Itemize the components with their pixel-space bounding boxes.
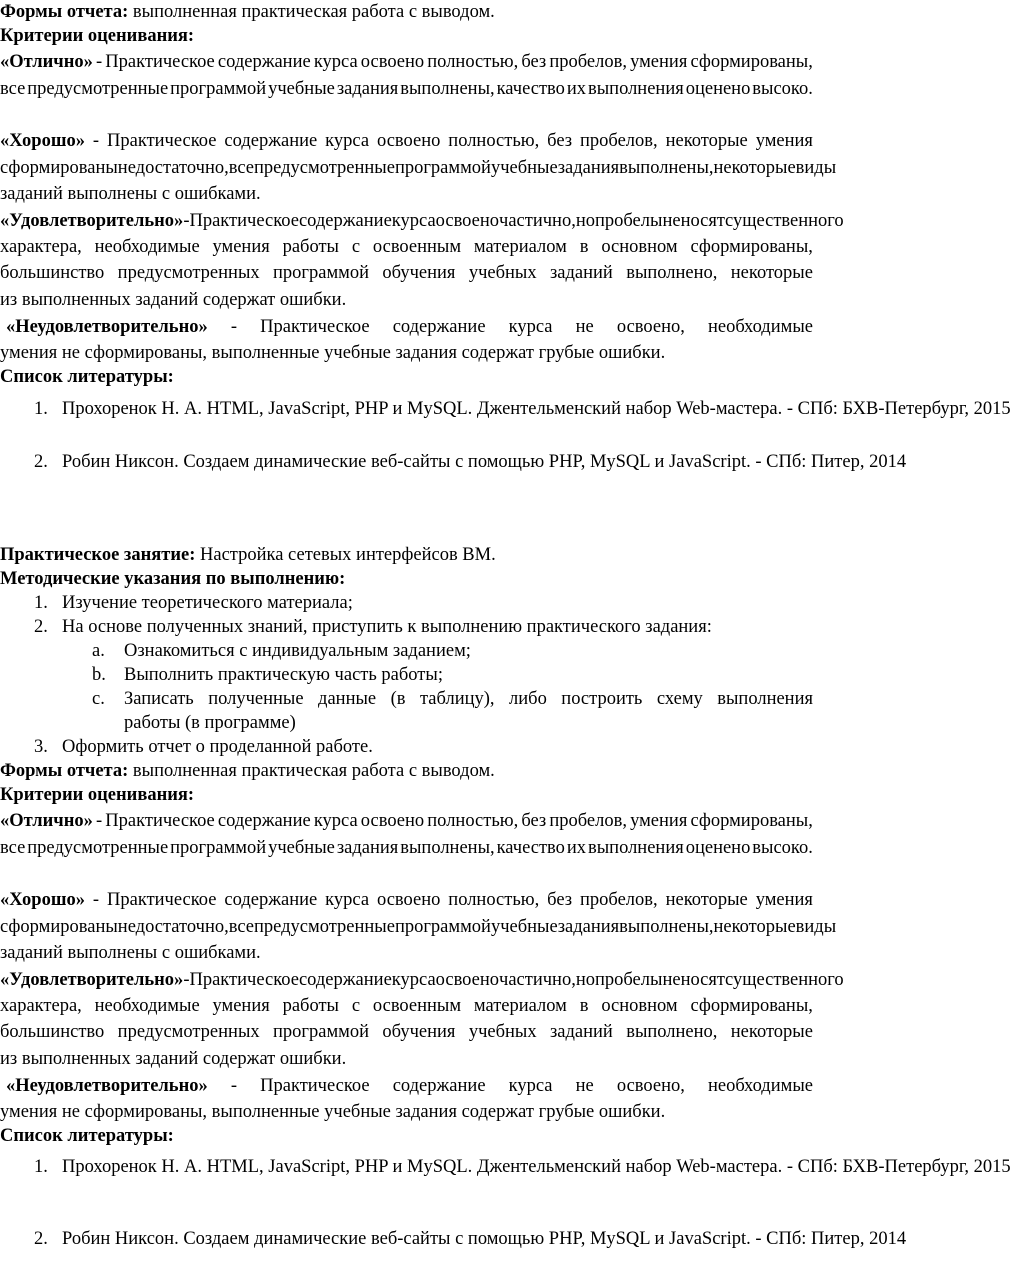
b2-satisfactory-word: содержат bbox=[198, 1049, 276, 1069]
b2-literature-item-number: 1. bbox=[34, 1157, 48, 1177]
b2-forms-text: выполненная практическая работа с выводом. bbox=[128, 761, 495, 781]
b1-good-line bbox=[0, 129, 813, 153]
b2-literature-heading bbox=[0, 1124, 174, 1148]
b2-unsatisfactory-word: содержат bbox=[456, 1102, 534, 1122]
b2-excellent-word: оценено bbox=[685, 838, 751, 858]
b2-good-word: с bbox=[157, 943, 171, 963]
b1-satisfactory-word: выполненных bbox=[17, 290, 131, 310]
b1-excellent-word: - bbox=[96, 52, 103, 72]
b1-good-line bbox=[0, 156, 837, 180]
b2-excellent-word: выполнены, bbox=[400, 838, 495, 858]
b1-satisfactory-word: работы bbox=[282, 237, 339, 257]
b2-satisfactory-word: носят bbox=[680, 970, 725, 990]
b1-unsatisfactory-word: содержание bbox=[392, 317, 486, 337]
b1-satisfactory-label: «Удовлетворительно» bbox=[0, 211, 184, 231]
b2-good-word: полностью, bbox=[448, 890, 540, 910]
b2-satisfactory-word: заданий bbox=[549, 1022, 613, 1042]
b2-good-word: предусмотренные bbox=[254, 917, 395, 937]
b2-satisfactory-word: пробелы bbox=[594, 970, 663, 990]
b1-good-word: Практическое bbox=[107, 131, 217, 151]
b1-criteria-heading-label: Критерии оценивания: bbox=[0, 26, 195, 46]
b2-satisfactory-word: из bbox=[0, 1049, 18, 1069]
b1-excellent-word: содержание bbox=[217, 52, 311, 72]
b2-satisfactory-word: некоторые bbox=[730, 1022, 813, 1042]
b1-satisfactory-word: необходимые bbox=[94, 237, 200, 257]
b2-forms bbox=[0, 759, 495, 783]
b1-literature-item-text: Робин Никсон. Создаем динамические веб-сайты с помощью PHP, MySQL и JavaScript. - СПб: Питер, 2014 bbox=[62, 452, 907, 472]
b1-satisfactory-word: основном bbox=[601, 237, 678, 257]
b1-literature-heading bbox=[0, 365, 174, 389]
b1-excellent-word: задания bbox=[336, 79, 399, 99]
b1-satisfactory-word: заданий bbox=[549, 263, 613, 283]
b1-satisfactory-word: обучения bbox=[382, 263, 456, 283]
b1-satisfactory-word: выполнено, bbox=[626, 263, 718, 283]
b1-good-word: недостаточно, bbox=[117, 158, 229, 178]
b2-excellent-word: пробелов, bbox=[549, 811, 627, 831]
b1-good-word: курса bbox=[325, 131, 370, 151]
b2-criteria-heading-label: Критерии оценивания: bbox=[0, 785, 195, 805]
step-item-number: 3. bbox=[34, 737, 48, 757]
b2-good-word: некоторые bbox=[665, 890, 748, 910]
b1-excellent-word: курса bbox=[313, 52, 358, 72]
b1-satisfactory-word: предусмотренных bbox=[117, 263, 260, 283]
b1-satisfactory-line bbox=[0, 261, 813, 285]
b1-literature-item-number: 1. bbox=[34, 399, 48, 419]
b2-excellent-word: умения bbox=[630, 811, 688, 831]
b2-excellent-line bbox=[0, 836, 813, 860]
b2-satisfactory-line bbox=[0, 994, 813, 1018]
b1-excellent-word: предусмотренные bbox=[27, 79, 169, 99]
b2-unsatisfactory-word: освоено, bbox=[616, 1076, 685, 1096]
b1-excellent-label: «Отлично» bbox=[0, 52, 93, 72]
b2-excellent-word: сформированы, bbox=[690, 811, 813, 831]
substep-item-number: a. bbox=[92, 641, 105, 661]
b1-unsatisfactory-word: освоено, bbox=[616, 317, 685, 337]
b1-good-word: - bbox=[92, 131, 100, 151]
b2-satisfactory-word: материалом bbox=[473, 996, 567, 1016]
b2-unsatisfactory-word: сформированы, bbox=[79, 1102, 208, 1122]
b1-literature-item-text: Прохоренок Н. А. HTML, JavaScript, PHP и MySQL. Джентельменский набор Web-мастера. - СПб: БХВ-Петербург, 2015 bbox=[62, 399, 1011, 419]
b1-unsatisfactory-line bbox=[0, 341, 665, 365]
b2-satisfactory-word: учебных bbox=[468, 1022, 537, 1042]
step-item-text: Оформить отчет о проделанной работе. bbox=[62, 737, 373, 757]
b1-good-word: виды bbox=[795, 158, 837, 178]
b2-satisfactory-word: освоенным bbox=[372, 996, 462, 1016]
b2-good-word: все bbox=[228, 917, 255, 937]
b1-good-word: все bbox=[228, 158, 255, 178]
b2-good-word: Практическое bbox=[107, 890, 217, 910]
b1-satisfactory-word: частично, bbox=[499, 211, 576, 231]
b2-unsatisfactory-word: курса bbox=[508, 1076, 553, 1096]
b2-excellent-word: учебные bbox=[268, 838, 335, 858]
b2-good-word: курса bbox=[325, 890, 370, 910]
b1-unsatisfactory-word: необходимые bbox=[707, 317, 813, 337]
b2-good-word: выполнены bbox=[62, 943, 158, 963]
b2-good-label: «Хорошо» bbox=[0, 890, 85, 910]
b2-unsatisfactory-word: учебные bbox=[319, 1102, 391, 1122]
b1-unsatisfactory-word: умения bbox=[0, 343, 58, 363]
b1-satisfactory-line bbox=[0, 235, 813, 259]
b2-good-word: освоено bbox=[376, 890, 441, 910]
b1-unsatisfactory-word: не bbox=[575, 317, 594, 337]
b1-unsatisfactory-word: сформированы, bbox=[79, 343, 208, 363]
b1-excellent-word: оценено bbox=[685, 79, 751, 99]
b1-good-word: сформированы bbox=[0, 158, 118, 178]
b2-satisfactory-word: освоено bbox=[435, 970, 500, 990]
b1-good-word: пробелов, bbox=[580, 131, 658, 151]
b1-satisfactory-word: освоенным bbox=[372, 237, 462, 257]
b2-satisfactory-word: необходимые bbox=[94, 996, 200, 1016]
b1-excellent-word: программой bbox=[170, 79, 267, 99]
b1-criteria-heading bbox=[0, 24, 194, 48]
b2-good-word: учебные bbox=[490, 917, 558, 937]
b1-excellent-word: полностью, bbox=[427, 52, 519, 72]
b2-satisfactory-line bbox=[0, 1020, 813, 1044]
b2-satisfactory-word: характера, bbox=[0, 996, 82, 1016]
b2-satisfactory-word: заданий bbox=[130, 1049, 199, 1069]
b1-literature-heading-label: Список литературы: bbox=[0, 367, 174, 387]
b2-excellent-word: полностью, bbox=[427, 811, 519, 831]
b2-satisfactory-word: не bbox=[662, 970, 681, 990]
b2-good-word: умения bbox=[755, 890, 813, 910]
b1-excellent-word: освоено bbox=[360, 52, 425, 72]
b1-satisfactory-word: учебных bbox=[468, 263, 537, 283]
b1-satisfactory-word: носят bbox=[680, 211, 725, 231]
practice-title-text: Настройка сетевых интерфейсов ВМ. bbox=[195, 545, 496, 565]
b1-satisfactory-word: но bbox=[575, 211, 595, 231]
b2-satisfactory-word: в bbox=[579, 996, 589, 1016]
method-heading bbox=[0, 567, 345, 591]
method-heading-label: Методические указания по выполнению: bbox=[0, 569, 346, 589]
b1-unsatisfactory-word: грубые bbox=[533, 343, 595, 363]
b2-good-word: без bbox=[547, 890, 573, 910]
b2-excellent-word: курса bbox=[313, 811, 358, 831]
practice-title bbox=[0, 543, 496, 567]
b2-literature-heading-label: Список литературы: bbox=[0, 1126, 174, 1146]
b2-satisfactory-word: обучения bbox=[382, 1022, 456, 1042]
b1-good-word: умения bbox=[755, 131, 813, 151]
b2-excellent-word: высоко. bbox=[752, 838, 813, 858]
b2-excellent-word: предусмотренные bbox=[27, 838, 169, 858]
b2-good-line bbox=[0, 888, 813, 912]
b2-literature-item-text: Робин Никсон. Создаем динамические веб-сайты с помощью PHP, MySQL и JavaScript. - СПб: Питер, 2014 bbox=[62, 1229, 907, 1249]
b1-good-word: некоторые bbox=[665, 131, 748, 151]
b2-unsatisfactory-word: Практическое bbox=[260, 1076, 370, 1096]
b1-unsatisfactory-word: не bbox=[57, 343, 80, 363]
b1-satisfactory-word: пробелы bbox=[594, 211, 663, 231]
b2-good-word: сформированы bbox=[0, 917, 118, 937]
b1-forms-label: Формы отчета: bbox=[0, 2, 129, 22]
b1-satisfactory-word: освоено bbox=[435, 211, 500, 231]
b1-satisfactory-word: Практическое bbox=[189, 211, 299, 231]
b1-satisfactory-word: в bbox=[579, 237, 589, 257]
b2-unsatisfactory-word: необходимые bbox=[707, 1076, 813, 1096]
b2-unsatisfactory-word: содержание bbox=[392, 1076, 486, 1096]
b2-unsatisfactory-word: - bbox=[230, 1076, 238, 1096]
b2-excellent-word: задания bbox=[336, 838, 399, 858]
b1-satisfactory-word: существенного bbox=[724, 211, 844, 231]
b1-excellent-word: все bbox=[0, 79, 26, 99]
b1-unsatisfactory-word: ошибки. bbox=[594, 343, 666, 363]
b1-good-word: программой bbox=[394, 158, 491, 178]
b2-unsatisfactory-word: не bbox=[575, 1076, 594, 1096]
b2-satisfactory-label: «Удовлетворительно» bbox=[0, 970, 184, 990]
b1-good-line bbox=[0, 182, 261, 206]
b1-good-word: с bbox=[157, 184, 171, 204]
b2-unsatisfactory-word: ошибки. bbox=[594, 1102, 666, 1122]
b2-satisfactory-word: содержание bbox=[298, 970, 392, 990]
b2-satisfactory-word: но bbox=[575, 970, 595, 990]
b1-satisfactory-word: с bbox=[351, 237, 361, 257]
b2-satisfactory-word: выполненных bbox=[17, 1049, 131, 1069]
b2-excellent-line bbox=[0, 809, 813, 833]
substep-item-text: работы (в программе) bbox=[124, 713, 296, 733]
b2-unsatisfactory-word: умения bbox=[0, 1102, 58, 1122]
b1-unsatisfactory-word: учебные bbox=[319, 343, 391, 363]
b1-excellent-word: выполнения bbox=[588, 79, 684, 99]
b1-unsatisfactory-word: - bbox=[230, 317, 238, 337]
b1-excellent-word: выполнены, bbox=[400, 79, 495, 99]
b1-good-word: заданий bbox=[0, 184, 63, 204]
b2-satisfactory-word: с bbox=[351, 996, 361, 1016]
b2-good-word: программой bbox=[394, 917, 491, 937]
b1-unsatisfactory-line bbox=[6, 315, 813, 339]
b1-excellent-word: сформированы, bbox=[690, 52, 813, 72]
b2-literature-item-text: Прохоренок Н. А. HTML, JavaScript, PHP и MySQL. Джентельменский набор Web-мастера. - СПб: БХВ-Петербург, 2015 bbox=[62, 1157, 1011, 1177]
b1-satisfactory-word: содержание bbox=[298, 211, 392, 231]
b2-satisfactory-word: курса bbox=[391, 970, 436, 990]
b1-satisfactory-word: содержат bbox=[198, 290, 276, 310]
b2-satisfactory-line bbox=[0, 968, 844, 992]
b1-excellent-word: без bbox=[521, 52, 547, 72]
b1-satisfactory-word: характера, bbox=[0, 237, 82, 257]
b1-satisfactory-word: из bbox=[0, 290, 18, 310]
b1-unsatisfactory-word: курса bbox=[508, 317, 553, 337]
b1-satisfactory-word: материалом bbox=[473, 237, 567, 257]
step-item-text: Изучение теоретического материала; bbox=[62, 593, 353, 613]
b1-satisfactory-word: некоторые bbox=[730, 263, 813, 283]
b1-unsatisfactory-word: содержат bbox=[456, 343, 534, 363]
b1-good-label: «Хорошо» bbox=[0, 131, 85, 151]
b1-satisfactory-word: курса bbox=[391, 211, 436, 231]
b1-unsatisfactory-word: выполненные bbox=[207, 343, 320, 363]
b1-excellent-word: Практическое bbox=[105, 52, 215, 72]
b1-excellent-word: качество bbox=[496, 79, 565, 99]
b1-good-word: полностью, bbox=[448, 131, 540, 151]
b2-unsatisfactory-word: задания bbox=[390, 1102, 457, 1122]
b1-good-word: некоторые bbox=[713, 158, 796, 178]
b2-good-line bbox=[0, 941, 261, 965]
b1-satisfactory-word: сформированы, bbox=[690, 237, 813, 257]
substep-item-text: Выполнить практическую часть работы; bbox=[124, 665, 443, 685]
substep-item-number: b. bbox=[92, 665, 106, 685]
b1-forms-text: выполненная практическая работа с выводом. bbox=[128, 2, 495, 22]
b2-satisfactory-line bbox=[0, 1047, 346, 1071]
b1-satisfactory-line bbox=[0, 288, 346, 312]
b2-excellent-word: программой bbox=[170, 838, 267, 858]
b2-unsatisfactory-word: выполненные bbox=[207, 1102, 320, 1122]
b2-excellent-word: выполнения bbox=[588, 838, 684, 858]
b2-excellent-word: все bbox=[0, 838, 26, 858]
b1-good-word: содержание bbox=[224, 131, 318, 151]
b1-excellent-word: их bbox=[566, 79, 587, 99]
b2-satisfactory-word: основном bbox=[601, 996, 678, 1016]
b2-good-word: - bbox=[92, 890, 100, 910]
b2-satisfactory-word: Практическое bbox=[189, 970, 299, 990]
b2-unsatisfactory-word: грубые bbox=[533, 1102, 595, 1122]
b2-unsatisfactory-line bbox=[0, 1100, 665, 1124]
b1-satisfactory-line bbox=[0, 209, 844, 233]
b2-good-word: виды bbox=[795, 917, 837, 937]
step-item-number: 1. bbox=[34, 593, 48, 613]
b1-excellent-line bbox=[0, 50, 813, 74]
practice-title-label: Практическое занятие: bbox=[0, 545, 196, 565]
b2-good-word: содержание bbox=[224, 890, 318, 910]
b2-excellent-word: качество bbox=[496, 838, 565, 858]
b2-excellent-label: «Отлично» bbox=[0, 811, 93, 831]
b2-forms-label: Формы отчета: bbox=[0, 761, 129, 781]
b2-unsatisfactory-label: «Неудовлетворительно» bbox=[6, 1076, 208, 1096]
b1-excellent-word: учебные bbox=[268, 79, 335, 99]
b2-good-word: некоторые bbox=[713, 917, 796, 937]
b1-good-word: ошибками. bbox=[170, 184, 261, 204]
b1-unsatisfactory-word: задания bbox=[390, 343, 457, 363]
b2-excellent-word: Практическое bbox=[105, 811, 215, 831]
b1-forms bbox=[0, 0, 495, 24]
b2-good-line bbox=[0, 915, 837, 939]
b1-excellent-line bbox=[0, 77, 813, 101]
b1-satisfactory-word: программой bbox=[273, 263, 370, 283]
b1-good-word: выполнены, bbox=[619, 158, 714, 178]
b2-satisfactory-word: выполнено, bbox=[626, 1022, 718, 1042]
b1-excellent-word: умения bbox=[630, 52, 688, 72]
b2-satisfactory-word: сформированы, bbox=[690, 996, 813, 1016]
b1-satisfactory-word: - bbox=[183, 211, 190, 231]
b1-unsatisfactory-word: Практическое bbox=[260, 317, 370, 337]
b2-excellent-word: содержание bbox=[217, 811, 311, 831]
b1-good-word: освоено bbox=[376, 131, 441, 151]
b2-satisfactory-word: работы bbox=[282, 996, 339, 1016]
b2-satisfactory-word: - bbox=[183, 970, 190, 990]
b2-criteria-heading bbox=[0, 783, 194, 807]
b1-satisfactory-word: ошибки. bbox=[275, 290, 347, 310]
b2-excellent-word: - bbox=[96, 811, 103, 831]
substep-item-text: Ознакомиться с индивидуальным заданием; bbox=[124, 641, 471, 661]
b2-good-word: задания bbox=[557, 917, 620, 937]
step-item-text: На основе полученных знаний, приступить к выполнению практического задания: bbox=[62, 617, 712, 637]
b2-satisfactory-word: ошибки. bbox=[275, 1049, 347, 1069]
b1-good-word: предусмотренные bbox=[254, 158, 395, 178]
b1-excellent-word: высоко. bbox=[752, 79, 813, 99]
b2-satisfactory-word: умения bbox=[212, 996, 270, 1016]
b2-satisfactory-word: программой bbox=[273, 1022, 370, 1042]
b2-literature-item-number: 2. bbox=[34, 1229, 48, 1249]
b2-good-word: пробелов, bbox=[580, 890, 658, 910]
b1-good-word: выполнены bbox=[62, 184, 158, 204]
b1-satisfactory-word: не bbox=[662, 211, 681, 231]
b1-good-word: учебные bbox=[490, 158, 558, 178]
b2-satisfactory-word: существенного bbox=[724, 970, 844, 990]
substep-item-text: Записать полученные данные (в таблицу), либо построить схему выполнения bbox=[124, 689, 813, 709]
b1-excellent-word: пробелов, bbox=[549, 52, 627, 72]
b2-unsatisfactory-line bbox=[6, 1074, 813, 1098]
b2-unsatisfactory-word: не bbox=[57, 1102, 80, 1122]
b2-satisfactory-word: большинство bbox=[0, 1022, 105, 1042]
substep-item-number: c. bbox=[92, 689, 105, 709]
b2-good-word: заданий bbox=[0, 943, 63, 963]
b2-good-word: выполнены, bbox=[619, 917, 714, 937]
b1-unsatisfactory-label: «Неудовлетворительно» bbox=[6, 317, 208, 337]
b2-good-word: ошибками. bbox=[170, 943, 261, 963]
step-item-number: 2. bbox=[34, 617, 48, 637]
b1-good-word: задания bbox=[557, 158, 620, 178]
b1-satisfactory-word: заданий bbox=[130, 290, 199, 310]
b1-good-word: без bbox=[547, 131, 573, 151]
b2-excellent-word: освоено bbox=[360, 811, 425, 831]
b2-satisfactory-word: частично, bbox=[499, 970, 576, 990]
b2-satisfactory-word: предусмотренных bbox=[117, 1022, 260, 1042]
b1-literature-item-number: 2. bbox=[34, 452, 48, 472]
b2-good-word: недостаточно, bbox=[117, 917, 229, 937]
b1-satisfactory-word: большинство bbox=[0, 263, 105, 283]
b2-excellent-word: без bbox=[521, 811, 547, 831]
b1-satisfactory-word: умения bbox=[212, 237, 270, 257]
b2-excellent-word: их bbox=[566, 838, 587, 858]
